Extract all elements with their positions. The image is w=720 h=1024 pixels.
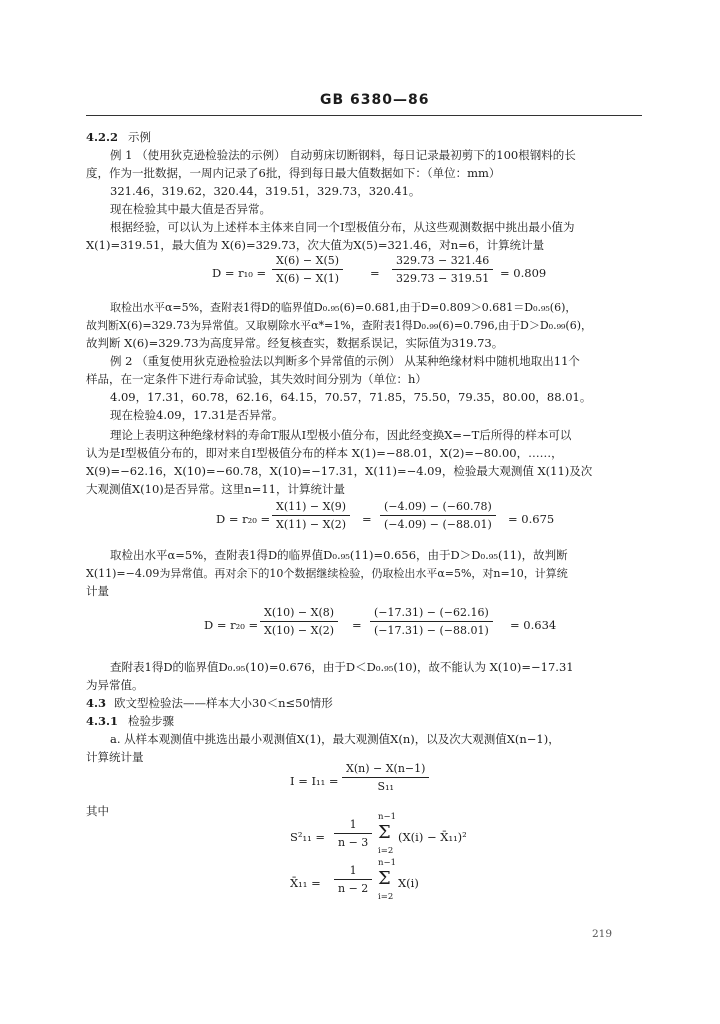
formula4-denominator: S₁₁ <box>377 780 394 793</box>
formula6-sum-upper-limit: n−1 <box>378 858 397 868</box>
section-title-4-3-1: 检验步骤 <box>128 714 174 728</box>
example1-question: 现在检验其中最大值是否异常。 <box>110 202 271 216</box>
formula1-values-fraction <box>392 254 493 285</box>
example1-para-line1: 根据经验，可以认为上述样本主体来自同一个Ⅰ型极值分布，从这些观测数据中挑出最小值为 <box>110 220 575 234</box>
formula6-sum-sign: Σ <box>378 868 391 889</box>
example1-para-line2: X(1)=319.51，最大值为 X(6)=329.73，次大值为X(5)=321.46，对n=6，计算统计量 <box>86 238 545 252</box>
formula3-numerator: X(10) − X(8) <box>264 606 335 619</box>
formula1-values-numerator: 329.73 − 321.46 <box>396 254 490 267</box>
formula2-numerator: X(11) − X(9) <box>276 500 347 513</box>
formula1-values-denominator: 329.73 − 319.51 <box>396 272 490 285</box>
formula3-values-numerator: (−17.31) − (−62.16) <box>374 606 489 619</box>
example2-line2: 样品，在一定条件下进行寿命试验，其失效时间分别为（单位：h） <box>86 372 427 386</box>
formula4-numerator: X(n) − X(n−1) <box>346 762 426 775</box>
step-a-line2: 计算统计量 <box>86 750 144 764</box>
formula1-equals: = <box>370 266 380 280</box>
example2-para-line1: 理论上表明这种绝缘材料的寿命T服从Ⅰ型极小值分布，因此经变换X=−T后所得的样本可以 <box>110 428 572 442</box>
example2-line1: 例 2 （重复使用狄克逊检验法以判断多个异常值的示例） 从某种绝缘材料中随机地取出11个 <box>110 354 580 368</box>
page-header-code: GB 6380—86 <box>320 92 430 108</box>
example2-conclusion-line2: 为异常值。 <box>86 678 144 692</box>
formula5-numerator: 1 <box>349 818 357 831</box>
page-number: 219 <box>592 928 613 940</box>
formula2-equals: = <box>362 512 372 526</box>
step-a-line1: a. 从样本观测值中挑选出最小观测值X(1)，最大观测值X(n)，以及次大观测值X(n−1)， <box>110 732 560 746</box>
example1-line2: 度，作为一批数据，一周内记录了6批，得到每日最大值数据如下：（单位：mm） <box>86 166 501 180</box>
example2-data: 4.09，17.31，60.78，62.16，64.15，70.57，71.85，75.50，79.35，80.00，88.01。 <box>110 390 592 404</box>
formula3-fraction <box>260 606 338 637</box>
example2-para-line3: X(9)=−62.16，X(10)=−60.78，X(10)=−17.31，X(11)=−4.09，检验最大观测值 X(11)及次 <box>86 464 593 478</box>
section-title-4-3: 欧文型检验法——样本大小30＜n≤50情形 <box>114 696 333 710</box>
formula2-values-denominator: (−4.09) − (−88.01) <box>384 518 492 531</box>
example2-question: 现在检验4.09，17.31是否异常。 <box>110 408 284 422</box>
section-number-4-3-1: 4.3.1 <box>86 714 119 728</box>
example2-para-line2: 认为是Ⅰ型极值分布的，即对来自Ⅰ型极值分布的样本 X(1)=−88.01，X(2)=−80.00，……， <box>86 446 563 460</box>
example1-result-line1: 取检出水平α=5%，查附表1得D的临界值D₀.₉₅(6)=0.681,由于D=0.809＞0.681＝D₀.₉₅(6)， <box>110 301 577 314</box>
formula6-numerator: 1 <box>349 864 357 877</box>
section-number-4-2-2: 4.2.2 <box>86 130 119 144</box>
formula3-values-denominator: (−17.31) − (−88.01) <box>374 624 489 637</box>
formula4-fraction <box>342 762 429 793</box>
formula5-lhs: S²₁₁ = <box>290 830 325 844</box>
formula1-lhs: D = r₁₀ = <box>212 266 267 280</box>
example1-result-line3: 故判断 X(6)=329.73为高度异常。经复核查实，数据系误记，实际值为319.73。 <box>86 336 504 350</box>
formula2-lhs: D = r₂₀ = <box>216 512 271 526</box>
formula6-fraction <box>334 864 372 895</box>
formula5-sum-upper-limit: n−1 <box>378 812 397 822</box>
example2-result-line2: X(11)=−4.09为异常值。再对余下的10个数据继续检验，仍取检出水平α=5%，对n=10，计算统 <box>86 567 568 580</box>
formula1-fraction <box>272 254 343 285</box>
formula2-result: = 0.675 <box>508 512 555 526</box>
example2-result-line1: 取检出水平α=5%，查附表1得D的临界值D₀.₉₅(11)=0.656，由于D＞D₀.₉₅(11)，故判断 <box>110 548 568 562</box>
formula6-body: X(i) <box>398 876 419 890</box>
formula1-result: = 0.809 <box>500 266 547 280</box>
example2-conclusion-line1: 查附表1得D的临界值D₀.₉₅(10)=0.676，由于D＜D₀.₉₅(10)，故不能认为 X(10)=−17.31 <box>110 660 574 674</box>
formula3-equals: = <box>352 618 362 632</box>
formula2-fraction <box>272 500 350 531</box>
formula1-numerator: X(6) − X(5) <box>276 254 340 267</box>
formula2-denominator: X(11) − X(2) <box>276 518 347 531</box>
formula3-result: = 0.634 <box>510 618 557 632</box>
where-label: 其中 <box>86 804 109 818</box>
formula3-lhs: D = r₂₀ = <box>204 618 259 632</box>
formula6-denominator: n − 2 <box>338 882 369 895</box>
formula2-values-numerator: (−4.09) − (−60.78) <box>384 500 492 513</box>
formula3-values-fraction <box>370 606 493 637</box>
example1-result-line2: 故判断X(6)=329.73为异常值。又取剔除水平α*=1%，查附表1得D₀.₉₉(6)=0.796,由于D＞D₀.₉₉(6)， <box>86 319 592 332</box>
formula5-denominator: n − 3 <box>338 836 369 849</box>
formula6-lhs: X̄₁₁ = <box>290 876 321 890</box>
formula5-body: (X(i) − X̄₁₁)² <box>398 830 467 844</box>
example1-data: 321.46，319.62，320.44，319.51，329.73，320.41。 <box>110 184 421 198</box>
formula6-sum-lower-limit: i=2 <box>378 892 394 902</box>
formula1-denominator: X(6) − X(1) <box>276 272 340 285</box>
formula5-fraction <box>334 818 372 849</box>
header-rule <box>86 115 642 116</box>
example1-line1: 例 1 （使用狄克逊检验法的示例） 自动剪床切断钢料，每日记录最初剪下的100根钢料的长 <box>110 148 576 162</box>
formula2-values-fraction <box>380 500 496 531</box>
section-title-4-2-2: 示例 <box>128 130 151 144</box>
example2-para-line4: 大观测值X(10)是否异常。这里n=11，计算统计量 <box>86 482 345 496</box>
section-number-4-3: 4.3 <box>86 696 107 710</box>
formula4-lhs: I = I₁₁ = <box>290 774 339 788</box>
example2-result-line3: 计量 <box>86 584 109 598</box>
formula3-denominator: X(10) − X(2) <box>264 624 335 637</box>
formula5-sum-sign: Σ <box>378 822 391 843</box>
formula5-sum-lower-limit: i=2 <box>378 846 394 856</box>
